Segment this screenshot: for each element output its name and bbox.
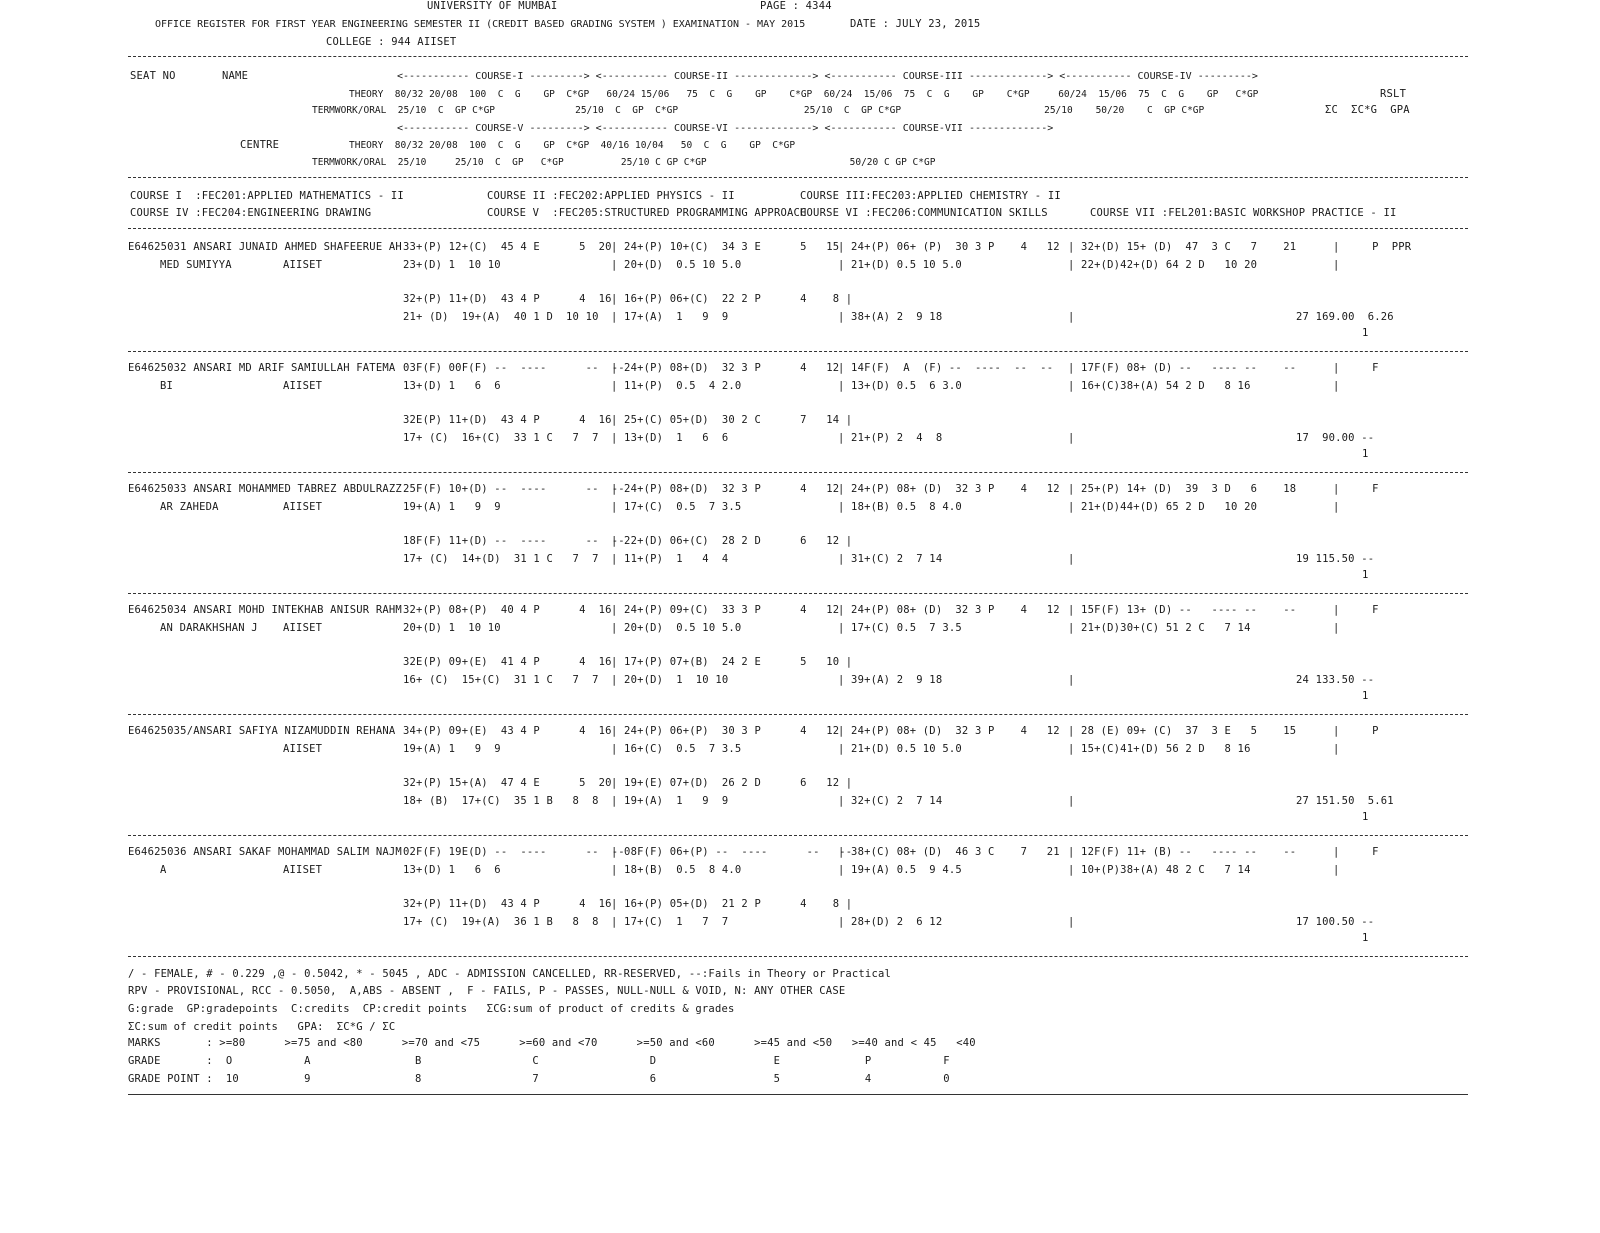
- name-continued: AN DARAKHSHAN J: [160, 622, 258, 634]
- course-4-termwork: | 16+(C)38+(A) 54 2 D 8 16: [1068, 380, 1251, 392]
- grade-scale: GRADE : O A B C D E P F: [128, 1055, 950, 1067]
- course-5-theory: 32+(P) 15+(A) 47 4 E 5 20: [403, 777, 612, 789]
- course-4-termwork: | 21+(D)30+(C) 51 2 C 7 14: [1068, 622, 1251, 634]
- course-1-termwork: 20+(D) 1 10 10: [403, 622, 501, 634]
- name-heading: NAME: [222, 70, 249, 82]
- separator: |: [1068, 553, 1075, 565]
- course-2-theory: | 24+(P) 08+(D) 32 3 P 4 12: [611, 483, 840, 495]
- termwork-heading-1: TERMWORK/ORAL 25/10 C GP C*GP 25/10 C GP C*GP 25/10 C GP C*GP 25/10 50/20 C GP C*GP: [312, 105, 1205, 116]
- course-5-termwork: 17+ (C) 14+(D) 31 1 C 7 7: [403, 553, 599, 565]
- name-continued: AR ZAHEDA: [160, 501, 219, 513]
- centre: AIISET: [283, 864, 323, 876]
- course-3-theory: | 24+(P) 08+ (D) 32 3 P 4 12: [838, 483, 1060, 495]
- result: | F: [1333, 846, 1379, 858]
- course-6-theory: | 16+(P) 05+(D) 21 2 P 4 8 |: [611, 898, 853, 910]
- course-2-termwork: | 16+(C) 0.5 7 3.5: [611, 743, 742, 755]
- name-continued: BI: [160, 380, 174, 392]
- seat-and-name: E64625034 ANSARI MOHD INTEKHAB ANISUR RAHM: [128, 604, 402, 616]
- course-6-theory: | 17+(P) 07+(B) 24 2 E 5 10 |: [611, 656, 853, 668]
- course-4-termwork: | 21+(D)44+(D) 65 2 D 10 20: [1068, 501, 1258, 513]
- course-1-termwork: 13+(D) 1 6 6: [403, 380, 501, 392]
- course-3-theory: | 38+(C) 08+ (D) 46 3 C 7 21: [838, 846, 1060, 858]
- result-separator: |: [1333, 259, 1340, 271]
- course-6-termwork: | 17+(C) 1 7 7: [611, 916, 729, 928]
- register-date: DATE : JULY 23, 2015: [850, 18, 981, 30]
- course-name: COURSE I :FEC201:APPLIED MATHEMATICS - II: [130, 190, 404, 202]
- name-continued: A: [160, 864, 167, 876]
- course-5-theory: 18F(F) 11+(D) -- ---- -- --: [403, 535, 625, 547]
- course-2-theory: | 24+(P) 10+(C) 34 3 E 5 15: [611, 241, 840, 253]
- termwork-heading-2: TERMWORK/ORAL 25/10 25/10 C GP C*GP 25/10 C GP C*GP 50/20 C GP C*GP: [312, 157, 936, 168]
- course-4-theory: | 12F(F) 11+ (B) -- ---- -- --: [1068, 846, 1297, 858]
- marks-scale: MARKS : >=80 >=75 and <80 >=70 and <75 >=60 and <70 >=50 and <60 >=45 and <50 >=40 and < 45 <40: [128, 1037, 976, 1049]
- course-4-theory: | 15F(F) 13+ (D) -- ---- -- --: [1068, 604, 1297, 616]
- course-5-termwork: 17+ (C) 16+(C) 33 1 C 7 7: [403, 432, 599, 444]
- course-5-theory: 32E(P) 11+(D) 43 4 P 4 16: [403, 414, 612, 426]
- centre: AIISET: [283, 743, 323, 755]
- register-title: OFFICE REGISTER FOR FIRST YEAR ENGINEERING SEMESTER II (CREDIT BASED GRADING SYSTEM ) EXAMINATION - MAY 2015: [155, 19, 806, 30]
- separator: |: [1068, 916, 1075, 928]
- course-1-termwork: 19+(A) 1 9 9: [403, 743, 501, 755]
- seat-no-heading: SEAT NO: [130, 70, 176, 82]
- course-6-termwork: | 13+(D) 1 6 6: [611, 432, 729, 444]
- seat-and-name: E64625035/ANSARI SAFIYA NIZAMUDDIN REHANA: [128, 725, 396, 737]
- course-6-theory: | 22+(D) 06+(C) 28 2 D 6 12 |: [611, 535, 853, 547]
- theory-heading-1: THEORY 80/32 20/08 100 C G GP C*GP 60/24 15/06 75 C G GP C*GP 60/24 15/06 75 C G GP C*GP 60/24 15/06 75 C G GP C*GP: [349, 89, 1259, 100]
- separator: |: [1068, 432, 1075, 444]
- course-3-termwork: | 13+(D) 0.5 6 3.0: [838, 380, 962, 392]
- course-5-theory: 32+(P) 11+(D) 43 4 P 4 16: [403, 898, 612, 910]
- course-7-termwork: | 38+(A) 2 9 18: [838, 311, 943, 323]
- row-mark: 1: [1362, 327, 1369, 339]
- result-separator: |: [1333, 864, 1340, 876]
- divider: [128, 593, 1468, 594]
- result: | P: [1333, 725, 1379, 737]
- row-mark: 1: [1362, 811, 1369, 823]
- course-1-theory: 33+(P) 12+(C) 45 4 E 5 20: [403, 241, 612, 253]
- gpa-heading: ΣC ΣC*G GPA: [1325, 104, 1410, 116]
- course-6-termwork: | 19+(A) 1 9 9: [611, 795, 729, 807]
- seat-and-name: E64625031 ANSARI JUNAID AHMED SHAFEERUE AH: [128, 241, 402, 253]
- course-1-termwork: 23+(D) 1 10 10: [403, 259, 501, 271]
- course-name: COURSE II :FEC202:APPLIED PHYSICS - II: [487, 190, 735, 202]
- divider: [128, 956, 1468, 957]
- course-4-theory: | 28 (E) 09+ (C) 37 3 E 5 15: [1068, 725, 1297, 737]
- result: | F: [1333, 362, 1379, 374]
- courses-5-7-heading: <----------- COURSE-V ---------> <----------- COURSE-VI -------------> <----------- COURSE-VII ------------->: [397, 123, 1054, 134]
- course-3-termwork: | 17+(C) 0.5 7 3.5: [838, 622, 962, 634]
- theory-heading-2: THEORY 80/32 20/08 100 C G GP C*GP 40/16 10/04 50 C G GP C*GP: [349, 140, 796, 151]
- course-2-theory: | 08F(F) 06+(P) -- ---- -- --: [611, 846, 853, 858]
- course-name: COURSE VII :FEL201:BASIC WORKSHOP PRACTICE - II: [1090, 207, 1397, 219]
- course-4-termwork: | 10+(P)38+(A) 48 2 C 7 14: [1068, 864, 1251, 876]
- result-separator: |: [1333, 501, 1340, 513]
- result-separator: |: [1333, 380, 1340, 392]
- separator: |: [1068, 795, 1075, 807]
- credit-totals: 17 90.00 --: [1296, 432, 1375, 444]
- course-5-theory: 32E(P) 09+(E) 41 4 P 4 16: [403, 656, 612, 668]
- credit-totals: 24 133.50 --: [1296, 674, 1375, 686]
- divider: [128, 714, 1468, 715]
- credit-totals: 27 169.00 6.26: [1296, 311, 1394, 323]
- course-3-theory: | 24+(P) 08+ (D) 32 3 P 4 12: [838, 725, 1060, 737]
- course-7-termwork: | 21+(P) 2 4 8: [838, 432, 943, 444]
- course-name: COURSE VI :FEC206:COMMUNICATION SKILLS: [800, 207, 1048, 219]
- course-5-theory: 32+(P) 11+(D) 43 4 P 4 16: [403, 293, 612, 305]
- course-name: COURSE V :FEC205:STRUCTURED PROGRAMMING APPROACH: [487, 207, 807, 219]
- course-6-theory: | 16+(P) 06+(C) 22 2 P 4 8 |: [611, 293, 853, 305]
- course-7-termwork: | 31+(C) 2 7 14: [838, 553, 943, 565]
- page-number: PAGE : 4344: [760, 0, 832, 12]
- seat-and-name: E64625032 ANSARI MD ARIF SAMIULLAH FATEMA: [128, 362, 396, 374]
- credit-totals: 27 151.50 5.61: [1296, 795, 1394, 807]
- divider: [128, 1094, 1468, 1095]
- name-continued: MED SUMIYYA: [160, 259, 232, 271]
- result: | F: [1333, 604, 1379, 616]
- course-2-termwork: | 11+(P) 0.5 4 2.0: [611, 380, 742, 392]
- course-7-termwork: | 28+(D) 2 6 12: [838, 916, 943, 928]
- centre: AIISET: [283, 259, 323, 271]
- legend-line: ΣC:sum of credit points GPA: ΣC*G / ΣC: [128, 1021, 396, 1033]
- course-2-termwork: | 20+(D) 0.5 10 5.0: [611, 259, 742, 271]
- row-mark: 1: [1362, 690, 1369, 702]
- course-5-termwork: 21+ (D) 19+(A) 40 1 D 10 10: [403, 311, 599, 323]
- credit-totals: 17 100.50 --: [1296, 916, 1375, 928]
- course-6-termwork: | 20+(D) 1 10 10: [611, 674, 729, 686]
- course-2-theory: | 24+(P) 09+(C) 33 3 P 4 12: [611, 604, 840, 616]
- course-4-theory: | 17F(F) 08+ (D) -- ---- -- --: [1068, 362, 1297, 374]
- separator: |: [1068, 311, 1075, 323]
- course-2-theory: | 24+(P) 08+(D) 32 3 P 4 12: [611, 362, 840, 374]
- separator: |: [1068, 674, 1075, 686]
- result-heading: RSLT: [1380, 88, 1407, 100]
- course-1-theory: 25F(F) 10+(D) -- ---- -- --: [403, 483, 625, 495]
- course-7-termwork: | 39+(A) 2 9 18: [838, 674, 943, 686]
- course-name: COURSE III:FEC203:APPLIED CHEMISTRY - II: [800, 190, 1061, 202]
- course-6-termwork: | 11+(P) 1 4 4: [611, 553, 729, 565]
- seat-and-name: E64625033 ANSARI MOHAMMED TABREZ ABDULRAZZ: [128, 483, 402, 495]
- course-3-termwork: | 21+(D) 0.5 10 5.0: [838, 743, 962, 755]
- course-2-termwork: | 20+(D) 0.5 10 5.0: [611, 622, 742, 634]
- course-name: COURSE IV :FEC204:ENGINEERING DRAWING: [130, 207, 372, 219]
- course-4-theory: | 32+(D) 15+ (D) 47 3 C 7 21: [1068, 241, 1297, 253]
- centre: AIISET: [283, 380, 323, 392]
- course-1-theory: 03F(F) 00F(F) -- ---- -- --: [403, 362, 625, 374]
- legend-line: / - FEMALE, # - 0.229 ,@ - 0.5042, * - 5045 , ADC - ADMISSION CANCELLED, RR-RESERVED, --:Fails in Theory or Practical: [128, 968, 892, 980]
- result: | F: [1333, 483, 1379, 495]
- divider: [128, 228, 1468, 229]
- course-1-theory: 34+(P) 09+(E) 43 4 P 4 16: [403, 725, 612, 737]
- course-1-theory: 32+(P) 08+(P) 40 4 P 4 16: [403, 604, 612, 616]
- centre-heading: CENTRE: [240, 139, 280, 151]
- divider: [128, 56, 1468, 57]
- seat-and-name: E64625036 ANSARI SAKAF MOHAMMAD SALIM NAJM: [128, 846, 402, 858]
- course-3-theory: | 14F(F) A (F) -- ---- -- --: [838, 362, 1054, 374]
- course-2-theory: | 24+(P) 06+(P) 30 3 P 4 12: [611, 725, 840, 737]
- course-6-theory: | 25+(C) 05+(D) 30 2 C 7 14 |: [611, 414, 853, 426]
- course-5-termwork: 18+ (B) 17+(C) 35 1 B 8 8: [403, 795, 599, 807]
- course-3-termwork: | 18+(B) 0.5 8 4.0: [838, 501, 962, 513]
- course-4-theory: | 25+(P) 14+ (D) 39 3 D 6 18: [1068, 483, 1297, 495]
- result: | P PPR: [1333, 241, 1412, 253]
- course-1-termwork: 19+(A) 1 9 9: [403, 501, 501, 513]
- course-2-termwork: | 18+(B) 0.5 8 4.0: [611, 864, 742, 876]
- divider: [128, 835, 1468, 836]
- course-3-termwork: | 21+(D) 0.5 10 5.0: [838, 259, 962, 271]
- row-mark: 1: [1362, 448, 1369, 460]
- course-4-termwork: | 22+(D)42+(D) 64 2 D 10 20: [1068, 259, 1258, 271]
- legend-line: RPV - PROVISIONAL, RCC - 0.5050, A,ABS - ABSENT , F - FAILS, P - PASSES, NULL-NULL & VOID, N: ANY OTHER CASE: [128, 985, 846, 997]
- divider: [128, 351, 1468, 352]
- course-6-theory: | 19+(E) 07+(D) 26 2 D 6 12 |: [611, 777, 853, 789]
- course-4-termwork: | 15+(C)41+(D) 56 2 D 8 16: [1068, 743, 1251, 755]
- course-1-theory: 02F(F) 19E(D) -- ---- -- --: [403, 846, 625, 858]
- result-separator: |: [1333, 743, 1340, 755]
- grade-point-scale: GRADE POINT : 10 9 8 7 6 5 4 0: [128, 1073, 950, 1085]
- divider: [128, 472, 1468, 473]
- university-name: UNIVERSITY OF MUMBAI: [427, 0, 558, 12]
- course-2-termwork: | 17+(C) 0.5 7 3.5: [611, 501, 742, 513]
- course-3-termwork: | 19+(A) 0.5 9 4.5: [838, 864, 962, 876]
- legend-line: G:grade GP:gradepoints C:credits CP:credit points ΣCG:sum of product of credits & grades: [128, 1003, 735, 1015]
- credit-totals: 19 115.50 --: [1296, 553, 1375, 565]
- row-mark: 1: [1362, 569, 1369, 581]
- course-3-theory: | 24+(P) 08+ (D) 32 3 P 4 12: [838, 604, 1060, 616]
- row-mark: 1: [1362, 932, 1369, 944]
- courses-1-4-heading: <----------- COURSE-I ---------> <----------- COURSE-II -------------> <----------- COURSE-III -------------> <----------- COURSE-IV --------->: [397, 71, 1258, 82]
- course-6-termwork: | 17+(A) 1 9 9: [611, 311, 729, 323]
- course-5-termwork: 17+ (C) 19+(A) 36 1 B 8 8: [403, 916, 599, 928]
- centre: AIISET: [283, 622, 323, 634]
- college-name: COLLEGE : 944 AIISET: [326, 36, 457, 48]
- divider: [128, 177, 1468, 178]
- course-5-termwork: 16+ (C) 15+(C) 31 1 C 7 7: [403, 674, 599, 686]
- course-7-termwork: | 32+(C) 2 7 14: [838, 795, 943, 807]
- course-1-termwork: 13+(D) 1 6 6: [403, 864, 501, 876]
- course-3-theory: | 24+(P) 06+ (P) 30 3 P 4 12: [838, 241, 1060, 253]
- centre: AIISET: [283, 501, 323, 513]
- result-separator: |: [1333, 622, 1340, 634]
